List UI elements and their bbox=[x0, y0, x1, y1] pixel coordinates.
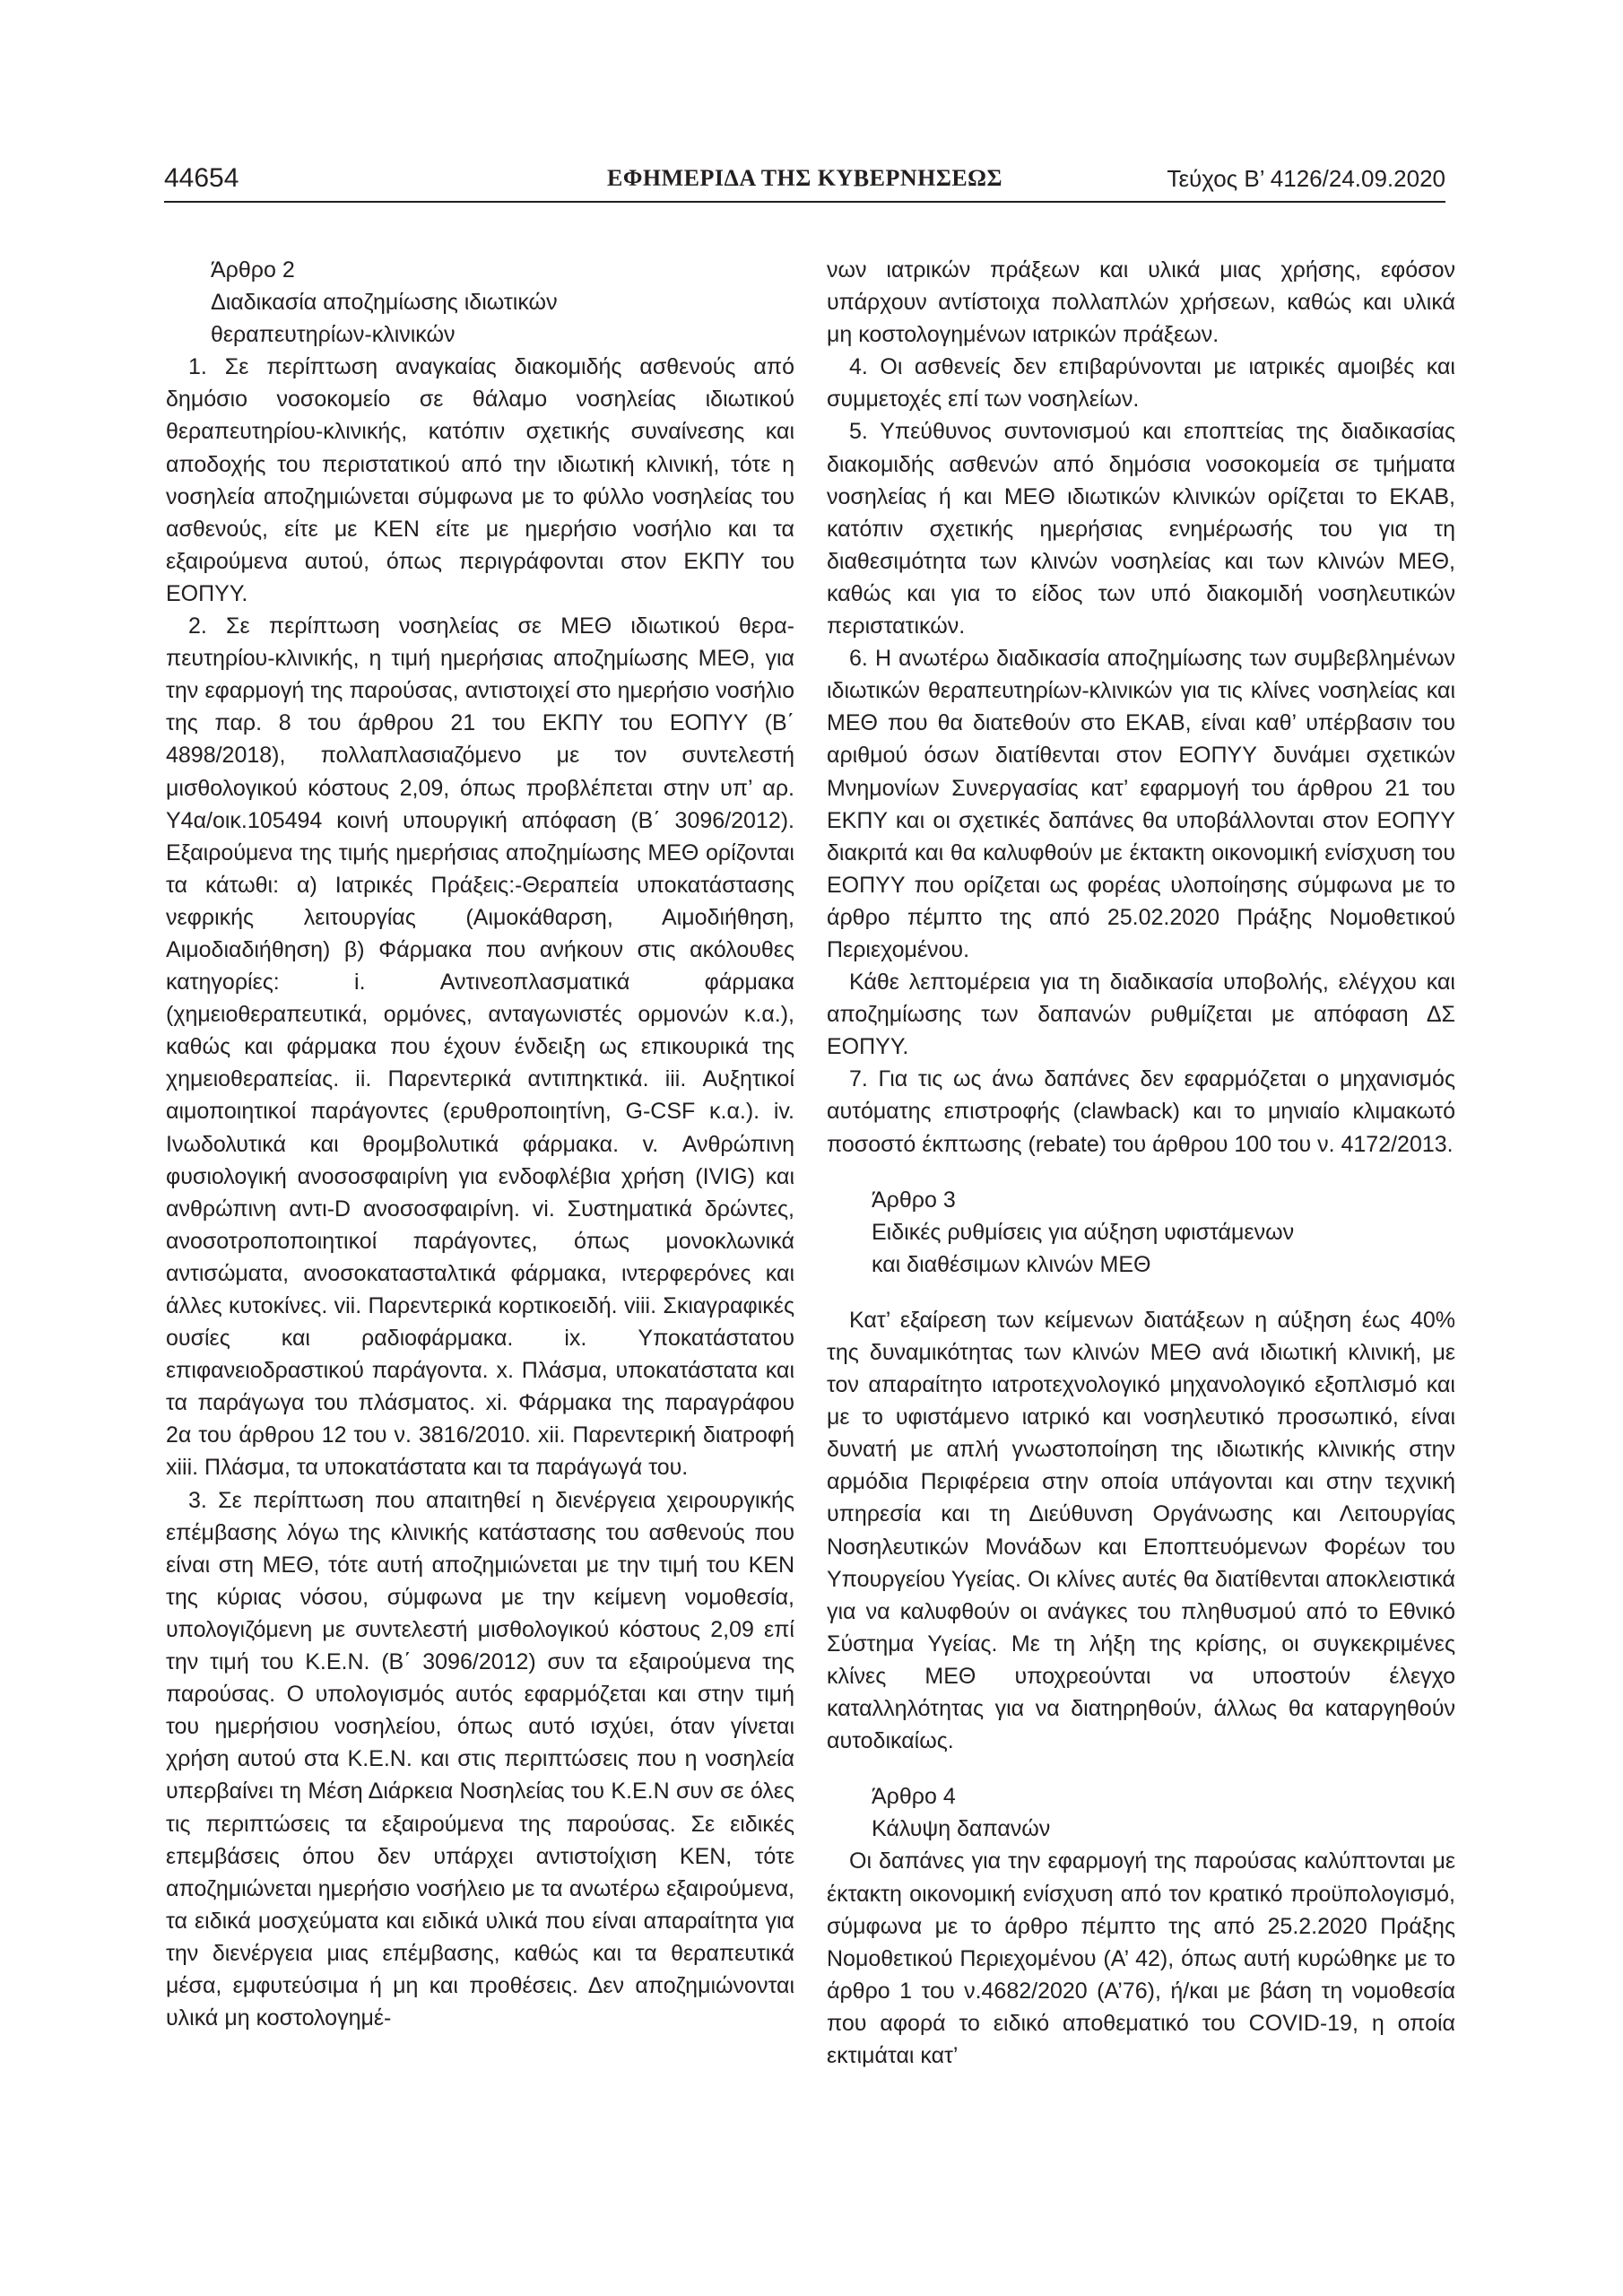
article-2-paragraph-2: 2. Σε περίπτωση νοσηλείας σε ΜΕΘ ιδιωτικού θεραπευτηρίου-κλινικής, η τιμή ημερήσιας αποζημίωσης ΜΕΘ, για την εφαρμογή της παρούσας, αντιστοιχεί στο ημερήσιο νοσήλιο της παρ. 8 του άρθρου 21 του ΕΚΠΥ του ΕΟΠΥΥ (Β΄ 4898/2018), πολλαπλασιαζόμενο με τον συντελεστή μισθολογικού κόστους 2,09, όπως προβλέπεται στην υπ’ αρ. Υ4α/οικ.105494 κοινή υπουργική απόφαση (Β΄ 3096/2012). Εξαιρούμενα της τιμής ημερήσιας αποζημίωσης ΜΕΘ ορίζονται τα κάτωθι: α) Ιατρικές Πράξεις:-Θεραπεία υποκατάστασης νεφρικής λειτουργίας (Αιμοκάθαρση, Αιμοδιήθηση, Αιμοδιαδιήθηση) β) Φάρμακα που ανήκουν στις ακόλουθες κατηγορίες: i. Αντινεοπλασματικά φάρμακα (χημειοθεραπευτικά, ορμόνες, ανταγωνιστές ορμονών κ.α.), καθώς και φάρμακα που έχουν ένδειξη ως επικουρικά της χημειοθεραπείας. ii. Παρεντερικά αντιπηκτικά. iii. Αυξητικοί αιμοποιητικοί παράγοντες (ερυθροποιητίνη, G-CSF κ.α.). iv. Ινωδολυτικά και θρομβολυτικά φάρμακα. v. Ανθρώπινη φυσιολογική ανοσοσφαιρίνη για ενδοφλέβια χρήση (IVIG) και ανθρώπινη αντι-D ανοσοσφαιρίνη. vi. Συστηματικά δρώντες, ανοσοτροποποιητικοί παράγοντες, όπως μονοκλωνικά αντισώματα, ανοσοκατασταλτικά φάρμακα, ιντερφερόνες και άλλες κυτοκίνες. vii. Παρεντερικά κορτικοειδή. viii. Σκιαγραφικές ουσίες και ραδιοφάρμακα. ix. Υποκατάστατου επιφανειοδραστικού παράγοντα. x. Πλάσμα, υποκατάστατα και τα παράγωγα του πλάσματος. xi. Φάρμακα της παραγράφου 2α του άρθρου 12 του ν. 3816/2010. xii. Παρεντερική διατροφή xiii. Πλάσμα, τα υποκατάστατα και τα παράγωγά του. bbox=[166, 613, 794, 1481]
article-2-subtitle-line-1: Διαδικασία αποζημίωσης ιδιωτικών bbox=[211, 290, 558, 316]
article-2-paragraph-5: 5. Υπεύθυνος συντονισμού και εποπτείας της διαδικασίας διακομιδής ασθενών από δημόσια νοσοκομεία σε τμήματα νοσηλείας ή και ΜΕΘ ιδιωτικών κλινικών ορίζεται το ΕΚΑΒ, κατόπιν σχετικής ημερήσιας ενημέρωσής του για τη διαθεσιμότητα των κλινών νοσηλείας και των κλινών ΜΕΘ, καθώς και για το είδος των υπό διακομιδή νοσηλευτικών περιστατικών. bbox=[827, 419, 1455, 639]
article-2-paragraph-4: 4. Οι ασθενείς δεν επιβαρύνονται με ιατρικές αμοιβές και συμμετοχές επί των νοσηλείων. bbox=[827, 354, 1455, 413]
article-3-subtitle-line-2: και διαθέσιμων κλινών ΜΕΘ bbox=[872, 1251, 1151, 1277]
right-column bbox=[827, 254, 1455, 2072]
article-4-heading bbox=[827, 1780, 1455, 1845]
article-4-body: Οι δαπάνες για την εφαρμογή της παρούσας καλύπτονται με έκτακτη οικονομική ενίσχυση από τον κρατικό προϋπολογισμό, σύμφωνα με το άρθρο πέμπτο της από 25.2.2020 Πράξης Νομοθετικού Περιεχομένου (Α’ 42), όπως αυτή κυρώθηκε με το άρθρο 1 του ν.4682/2020 (Α’76), ή/και με βάση τη νομοθεσία που αφορά το ειδικό αποθεματικό του COVID-19, η οποία εκτιμάται κατ’ bbox=[827, 1848, 1455, 2068]
article-2-title: Άρθρο 2 bbox=[211, 257, 295, 283]
article-2-paragraph-7: 7. Για τις ως άνω δαπάνες δεν εφαρμόζεται ο μηχανισμός αυτόματης επιστροφής (clawback) και το μηνιαίο κλιμακωτό ποσοστό έκπτωσης (rebate) του άρθρου 100 του ν. 4172/2013. bbox=[827, 1066, 1455, 1157]
page-number: 44654 bbox=[164, 163, 239, 193]
gazette-title: ΕΦΗΜΕΡΙΔΑ ΤΗΣ ΚΥΒΕΡΝΗΣΕΩΣ bbox=[607, 165, 1002, 191]
article-2-paragraph-3-continued: νων ιατρικών πράξεων και υλικά μιας χρήσης, εφόσον υπάρχουν αντίστοιχα πολλαπλών χρήσεων, καθώς και υλικά μη κοστολογημένων ιατρικών πράξεων. bbox=[827, 257, 1455, 348]
article-3-title: Άρθρο 3 bbox=[872, 1187, 956, 1213]
article-2-paragraph-6: 6. Η ανωτέρω διαδικασία αποζημίωσης των συμβεβλημένων ιδιωτικών θεραπευτηρίων-κλινικών για τις κλίνες νοσηλείας και ΜΕΘ που θα διατεθούν στο ΕΚΑΒ, είναι καθ’ υπέρβασιν του αριθμού όσων διατίθενται στον ΕΟΠΥΥ δυνάμει σχετικών Μνημονίων Συνεργασίας κατ’ εφαρμογή του άρθρου 21 του ΕΚΠΥ και οι σχετικές δαπάνες θα υποβάλλονται στον ΕΟΠΥΥ διακριτά και θα καλυφθούν με έκτακτη οικονομική ενίσχυση του ΕΟΠΥΥ που ορίζεται ως φορέας υλοποίησης σύμφωνα με το άρθρο πέμπτο της από 25.02.2020 Πράξης Νομοθετικού Περιεχομένου. bbox=[827, 646, 1455, 962]
article-4-title: Άρθρο 4 bbox=[872, 1784, 956, 1810]
page-header bbox=[164, 158, 1445, 203]
article-2-subtitle-line-2: θεραπευτηρίων-κλινικών bbox=[211, 322, 456, 348]
article-3-subtitle-line-1: Ειδικές ρυθμίσεις για αύξηση υφιστάμενων bbox=[872, 1219, 1295, 1245]
article-3-heading bbox=[827, 1184, 1455, 1281]
article-4-subtitle: Κάλυψη δαπανών bbox=[872, 1816, 1051, 1842]
article-2-paragraph-3: 3. Σε περίπτωση που απαιτηθεί η διενέργεια χειρουργικής επέμβασης λόγω της κλινικής κατάστασης του ασθενούς που είναι στη ΜΕΘ, τότε αυτή αποζημιώνεται με την τιμή του ΚΕΝ της κύριας νόσου, σύμφωνα με την κείμενη νομοθεσία, υπολογιζόμενη με συντελεστή μισθολογικού κόστους 2,09 επί την τιμή του Κ.Ε.Ν. (Β΄ 3096/2012) συν τα εξαιρούμενα της παρούσας. Ο υπολογισμός αυτός εφαρμόζεται και στην τιμή του ημερήσιου νοσηλείου, όπως αυτό ισχύει, όταν γίνεται χρήση αυτού στα Κ.Ε.Ν. και στις περιπτώσεις που η νοσηλεία υπερβαίνει τη Μέση Διάρκεια Νοσηλείας του Κ.Ε.Ν συν σε όλες τις περιπτώσεις τα εξαιρούμενα της παρούσας. Σε ειδικές επεμβάσεις όπου δεν υπάρχει αντιστοίχιση ΚΕΝ, τότε αποζημιώνεται ημερήσιο νοσήλειο με τα ανωτέρω εξαιρούμενα, τα ειδικά μοσχεύματα και ειδικά υλικά που είναι απαραίτητα για την διενέργεια μιας επέμβασης, καθώς και τα θεραπευτικά μέσα, εμφυτεύσιμα ή μη και προθέσεις. Δεν αποζημιώνονται υλικά μη κοστολογημέ- bbox=[166, 1487, 794, 2031]
article-2-heading bbox=[166, 254, 794, 351]
article-3-body: Κατ’ εξαίρεση των κείμενων διατάξεων η αύξηση έως 40% της δυναμικότητας των κλινών ΜΕΘ ανά ιδιωτική κλινική, με τον απαραίτητο ιατροτεχνολογικό μηχανολογικό εξοπλισμό και με το υφιστάμενο ιατρικό και νοσηλευτικό προσωπικό, είναι δυνατή με απλή γνωστοποίηση της ιδιωτικής κλινικής στην αρμόδια Περιφέρεια στην οποία υπάγονται και στην τεχνική υπηρεσία και τη Διεύθυνση Οργάνωσης και Λειτουργίας Νοσηλευτικών Μονάδων και Εποπτευόμενων Φορέων του Υπουργείου Υγείας. Οι κλίνες αυτές θα διατίθενται αποκλειστικά για να καλυφθούν οι ανάγκες του πληθυσμού από το Εθνικό Σύστημα Υγείας. Με τη λήξη της κρίσης, οι συγκεκριμένες κλίνες ΜΕΘ υποχρεούνται να υποστούν έλεγχο καταλληλότητας για να διατηρηθούν, άλλως θα καταργηθούν αυτοδικαίως. bbox=[827, 1307, 1455, 1754]
article-2-paragraph-1: 1. Σε περίπτωση αναγκαίας διακομιδής ασθενούς από δημόσιο νοσοκομείο σε θάλαμο νοσηλείας ιδιωτικού θεραπευτηρίου-κλινικής, κατόπιν σχετικής συναίνεσης και αποδοχής του περιστατικού από την ιδιωτική κλινική, τότε η νοσηλεία αποζημιώνεται σύμφωνα με το φύλλο νοσηλείας του ασθενούς, είτε με ΚΕΝ είτε με ημερήσιο νοσήλιο και τα εξαιρούμενα αυτού, όπως περιγράφονται στον ΕΚΠΥ του ΕΟΠΥΥ. bbox=[166, 354, 794, 606]
left-column bbox=[166, 254, 794, 2034]
article-2-paragraph-6-details: Κάθε λεπτομέρεια για τη διαδικασία υποβολής, ελέγχου και αποζημίωσης των δαπανών ρυθμίζεται με απόφαση ΔΣ ΕΟΠΥΥ. bbox=[827, 970, 1455, 1060]
issue-info: Τεύχος Β’ 4126/24.09.2020 bbox=[1167, 165, 1445, 192]
